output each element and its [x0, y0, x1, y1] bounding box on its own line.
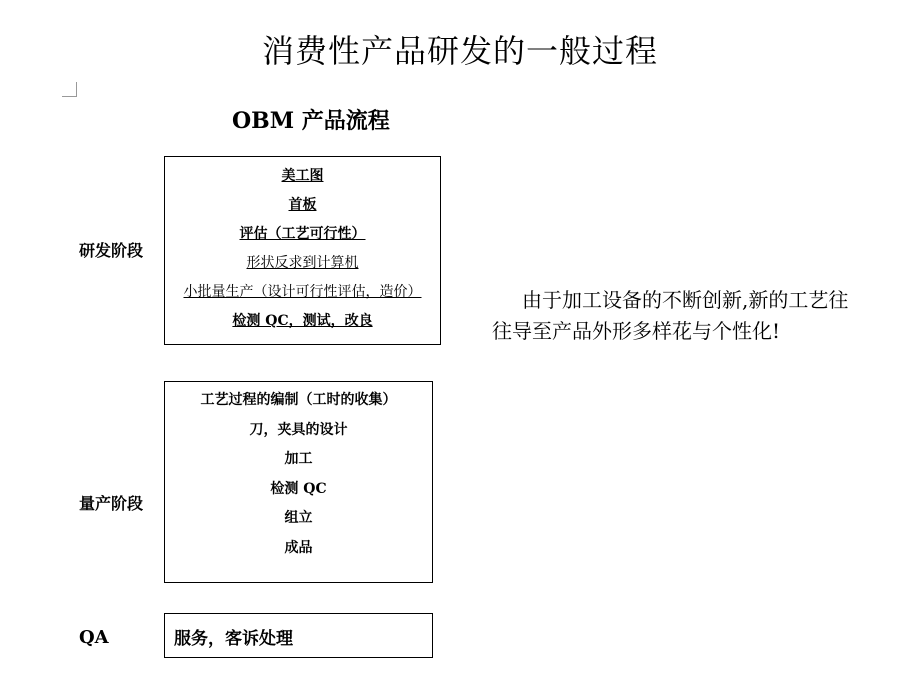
- mass-step: 加工: [284, 451, 313, 467]
- corner-mark: [62, 82, 77, 97]
- stage-label-rd: 研发阶段: [79, 241, 144, 260]
- rd-step: 评估（工艺可行性）: [239, 226, 366, 242]
- rd-step: 首板: [288, 197, 317, 213]
- mass-production-stage-box: [164, 381, 433, 583]
- page-title: 消费性产品研发的一般过程: [261, 32, 658, 70]
- qa-step: 服务，客诉处理: [174, 629, 293, 649]
- stage-label-qa: QA: [79, 627, 109, 648]
- rd-step: 美工图: [281, 168, 324, 184]
- mass-step: 检测 QC: [270, 480, 327, 497]
- qa-stage-box: [164, 613, 433, 658]
- mass-step: 组立: [284, 510, 313, 526]
- rd-step: 形状反求到计算机: [246, 255, 359, 271]
- side-note: 由于加工设备的不断创新,新的工艺往往导至产品外形多样花与个性化!: [492, 288, 849, 343]
- rd-stage-box: [164, 156, 441, 345]
- mass-step: 成品: [284, 539, 313, 556]
- subtitle: OBM 产品流程: [232, 108, 390, 134]
- stage-label-mass: 量产阶段: [79, 494, 144, 513]
- mass-step: 工艺过程的编制（工时的收集）: [200, 392, 397, 408]
- mass-step: 刀，夹具的设计: [249, 421, 348, 438]
- rd-step: 检测 QC，测试，改良: [232, 313, 373, 329]
- rd-step: 小批量生产（设计可行性评估，造价）: [183, 284, 422, 300]
